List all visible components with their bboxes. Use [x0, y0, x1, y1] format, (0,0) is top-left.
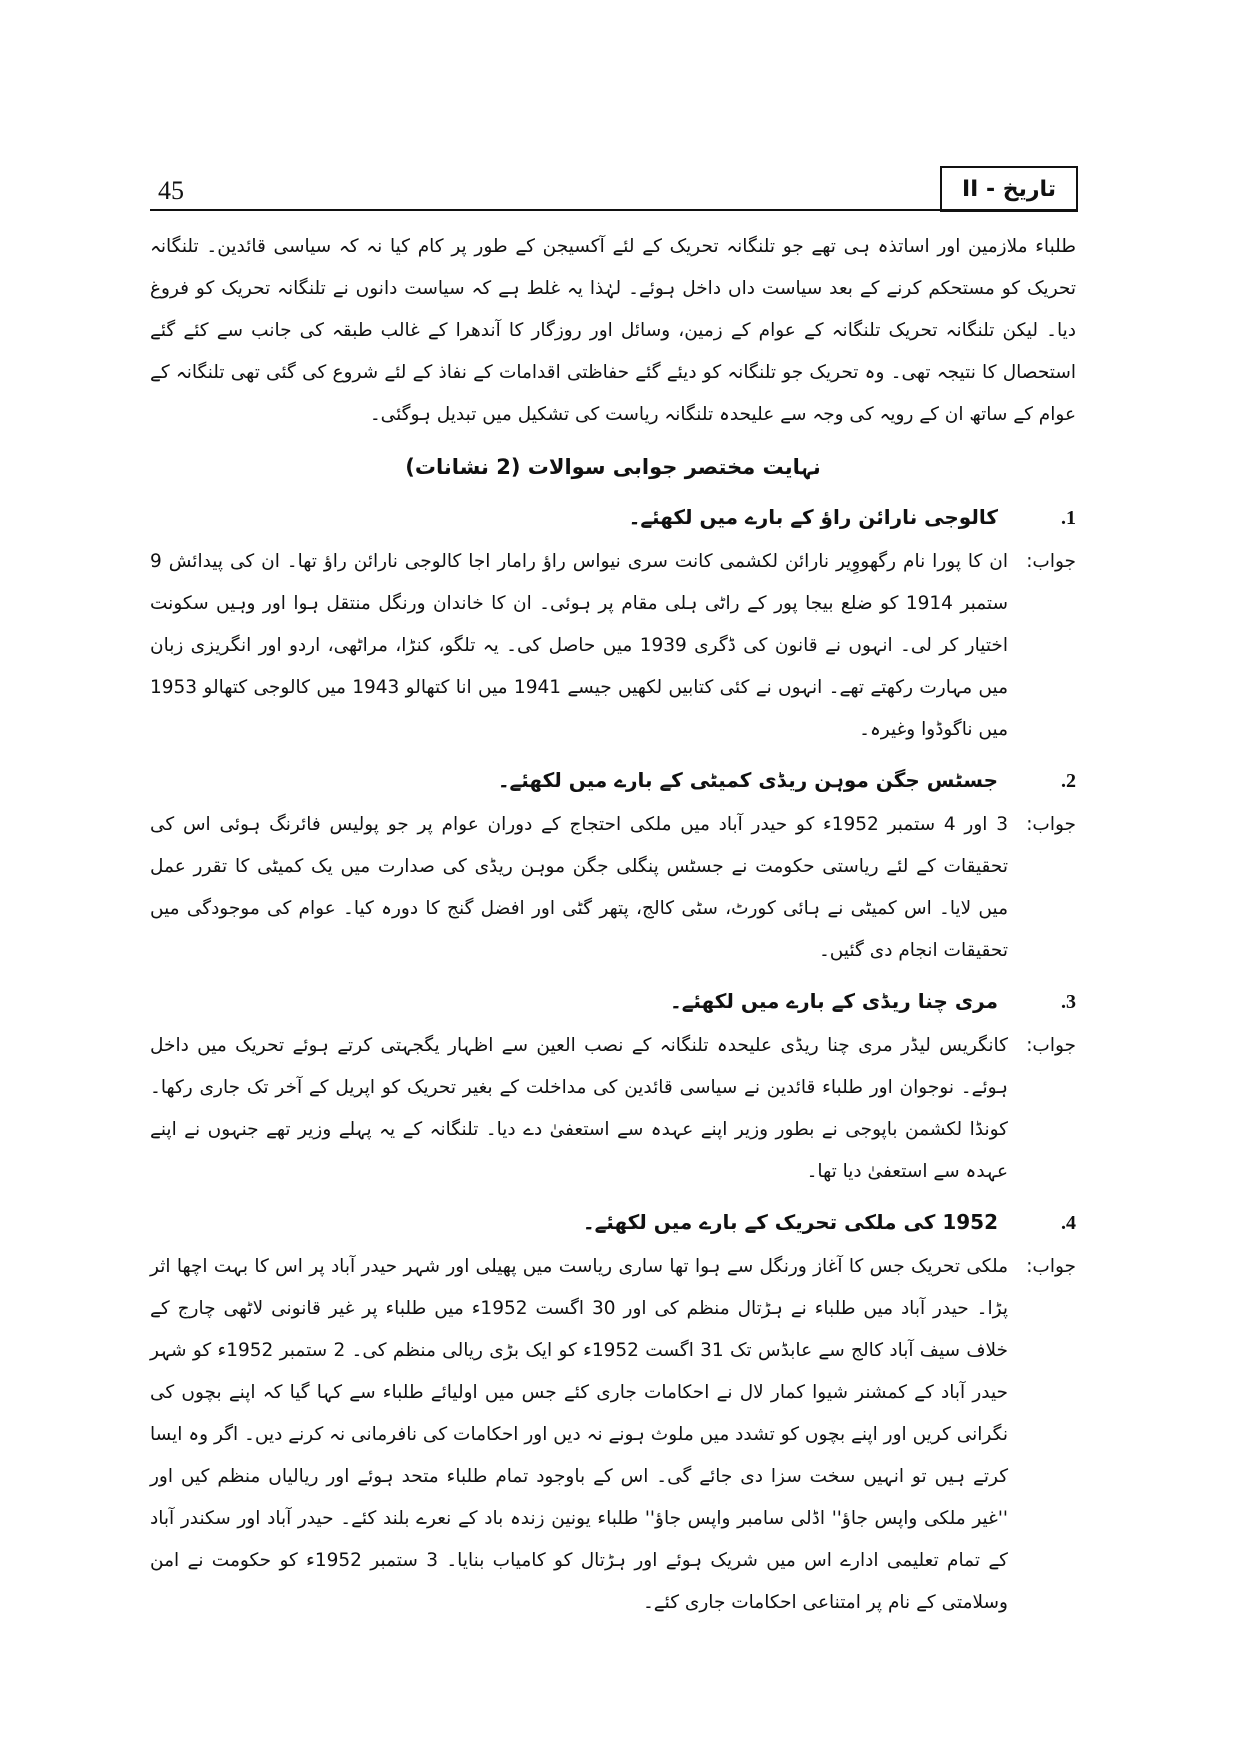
question-1 [150, 496, 1076, 539]
subject-title-box [940, 166, 1078, 212]
subject-title: تاریخ - II [961, 176, 1057, 202]
answer-4 [150, 1246, 1076, 1624]
question-number: 2. [1061, 770, 1076, 792]
header-divider [150, 209, 1076, 211]
question-text: کالوجی نارائن راؤ کے بارے میں لکھئے۔ [628, 505, 998, 529]
question-text: مری چنا ریڈی کے بارے میں لکھئے۔ [669, 989, 998, 1013]
answer-text: 3 اور 4 ستمبر 1952ء کو حیدر آباد میں ملکی احتجاج کے دوران عوام پر جو پولیس فائرنگ ہوئی اس کی تحقیقات کے لئے ریاستی حکومت نے جسٹس پنگلی جگن موہن ریڈی کی صدارت میں یک کمیٹی کا تقرر عمل میں لایا۔ اس کمیٹی نے ہائی کورٹ، سٹی کالج، پتھر گٹی اور افضل گنج کا دورہ کیا۔ عوام کی موجودگی میں تحقیقات انجام دی گئیں۔ [150, 814, 1008, 961]
answer-3 [150, 1025, 1076, 1193]
answer-text: ملکی تحریک جس کا آغاز ورنگل سے ہوا تھا ساری ریاست میں پھیلی اور شہر حیدر آباد پر اس کا بہت اچھا اثر پڑا۔ حیدر آباد میں طلباء نے ہڑتال منظم کی اور 30 اگست 1952ء میں طلباء پر غیر قانونی لاٹھی چارج کے خلاف سیف آباد کالج سے عابڈس تک 31 اگست 1952ء کو ایک بڑی ریالی منظم کی۔ 2 ستمبر 1952ء کو شہر حیدر آباد کے کمشنر شیوا کمار لال نے احکامات جاری کئے جس میں اولیائے طلباء سے کہا گیا کہ اپنے بچوں کی نگرانی کریں اور اپنے بچوں کو تشدد میں ملوث ہونے نہ دیں اور احکامات کی نافرمانی نہ کرنے دیں۔ اگر وہ ایسا کرتے ہیں تو انہیں سخت سزا دی جائے گی۔ اس کے باوجود تمام طلباء متحد ہوئے اور ریالیاں منظم کیں اور ''غیر ملکی واپس جاؤ'' اڈلی سامبر واپس جاؤ'' طلباء یونین زندہ باد کے نعرے بلند کئے۔ حیدر آباد اور سکندر آباد کے تمام تعلیمی ادارے اس میں شریک ہوئے اور ہڑتال کو کامیاب بنایا۔ 3 ستمبر 1952ء کو حکومت نے امن وسلامتی کے نام پر امتناعی احکامات جاری کئے۔ [150, 1256, 1008, 1613]
question-number: 3. [1061, 991, 1076, 1013]
page-number: 45 [158, 176, 184, 205]
question-4 [150, 1201, 1076, 1244]
answer-text: ان کا پورا نام رگھووِیر نارائن لکشمی کانت سری نیواس راؤ رامار اجا کالوجی نارائن راؤ تھا۔ ان کی پیدائش 9 ستمبر 1914 کو ضلع بیجا پور کے راٹی ہلی مقام پر ہوئی۔ ان کا خاندان ورنگل منتقل ہوا اور وہیں سکونت اختیار کر لی۔ انہوں نے قانون کی ڈگری 1939 میں حاصل کی۔ یہ تلگو، کنڑا، مراٹھی، اردو اور انگریزی زبان میں مہارت رکھتے تھے۔ انہوں نے کئی کتابیں لکھیں جیسے 1941 میں انا کتھالو 1943 میں کالوجی کتھالو 1953 میں ناگوڈوا وغیرہ۔ [150, 551, 1009, 740]
answer-2 [150, 804, 1076, 972]
page-content [150, 226, 1076, 1624]
answer-text: کانگریس لیڈر مری چنا ریڈی علیحدہ تلنگانہ کے نصب العین سے اظہار یگجہتی کرتے ہوئے تحریک میں داخل ہوئے۔ نوجوان اور طلباء قائدین نے سیاسی قائدین کی مداخلت کے بغیر تحریک کو اپریل کے آخر تک جاری رکھا۔ کونڈا لکشمن باپوجی نے بطور وزیر اپنے عہدہ سے استعفیٰ دے دیا۔ تلنگانہ کے یہ پہلے وزیر تھے جنہوں نے اپنے عہدہ سے استعفیٰ دیا تھا۔ [150, 1035, 1008, 1182]
section-title: نہایت مختصر جوابی سوالات (2 نشانات) [405, 455, 821, 479]
question-2 [150, 759, 1076, 802]
question-number: 4. [1061, 1212, 1076, 1234]
answer-1 [150, 541, 1076, 751]
question-text: جسٹس جگن موہن ریڈی کمیٹی کے بارے میں لکھئے۔ [497, 768, 998, 792]
question-text: 1952 کی ملکی تحریک کے بارے میں لکھئے۔ [582, 1210, 998, 1234]
answer-label: جواب: [1026, 814, 1076, 835]
question-number: 1. [1061, 507, 1076, 529]
answer-label: جواب: [1026, 1256, 1076, 1277]
answer-label: جواب: [1026, 1035, 1076, 1056]
intro-paragraph: طلباء ملازمین اور اساتذہ ہی تھے جو تلنگانہ تحریک کے لئے آکسیجن کے طور پر کام کیا نہ کہ سیاسی قائدین۔ تلنگانہ تحریک کو مستحکم کرنے کے بعد سیاست داں داخل ہوئے۔ لہٰذا یہ غلط ہے کہ سیاست دانوں نے تلنگانہ تحریک کو فروغ دیا۔ لیکن تلنگانہ تحریک تلنگانہ کے عوام کے زمین، وسائل اور روزگار کا آندھرا کے غالب طبقہ کی جانب سے کئے گئے استحصال کا نتیجہ تھی۔ وہ تحریک جو تلنگانہ کو دیئے گئے حفاظتی اقدامات کے نفاذ کے لئے شروع کی گئی تھی تلنگانہ کے عوام کے ساتھ ان کے رویہ کی وجہ سے علیحدہ تلنگانہ ریاست کی تشکیل میں تبدیل ہوگئی۔ [150, 236, 1076, 425]
question-3 [150, 980, 1076, 1023]
answer-label: جواب: [1026, 551, 1076, 572]
